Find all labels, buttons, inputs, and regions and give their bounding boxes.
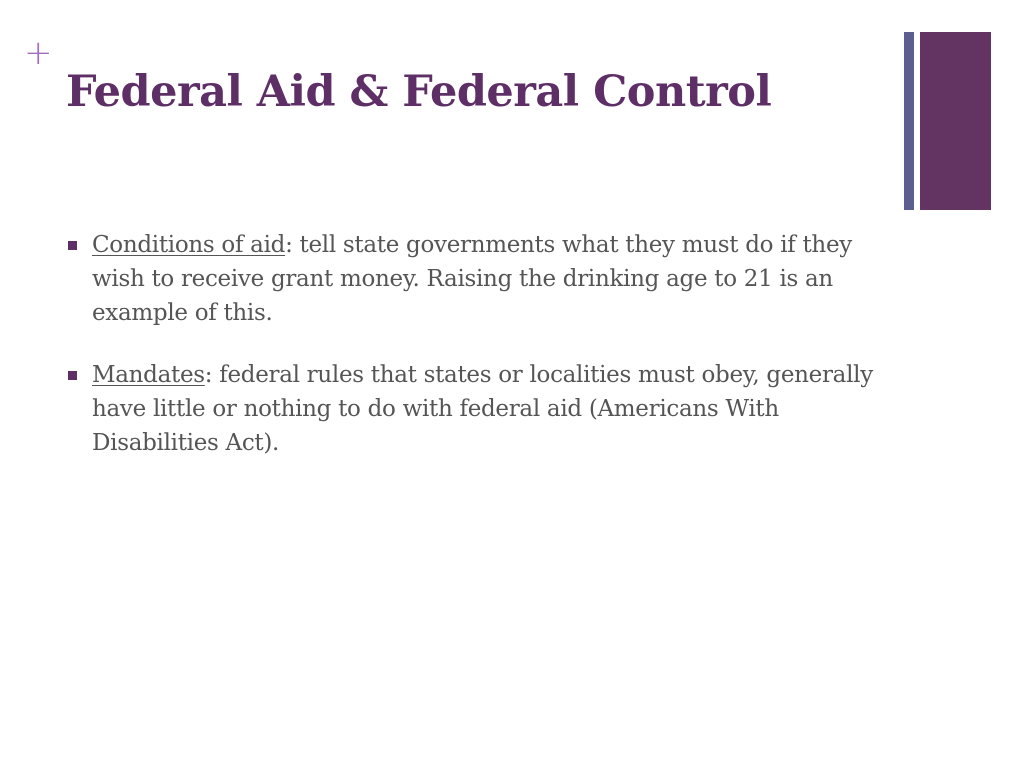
bullet-item-conditions-of-aid: [66, 228, 896, 330]
square-bullet-icon: [68, 371, 77, 380]
plus-decoration: +: [24, 33, 53, 73]
bullet-item-mandates: [66, 358, 896, 460]
bullet-text: : federal rules that states or localities must obey, generally have little or nothing to do with federal aid (Americans With Disabilities Act).: [92, 362, 873, 456]
bullet-list: [66, 228, 896, 488]
accent-bar-thin: [904, 32, 914, 210]
bullet-term: Conditions of aid: [92, 232, 286, 258]
square-bullet-icon: [68, 241, 77, 250]
bullet-text: : tell state governments what they must do if they wish to receive grant money. Raising the drinking age to 21 is an example of this.: [92, 232, 852, 326]
bullet-term: Mandates: [92, 362, 205, 388]
slide-title: Federal Aid & Federal Control: [66, 67, 772, 117]
accent-bar-thick: [920, 32, 991, 210]
